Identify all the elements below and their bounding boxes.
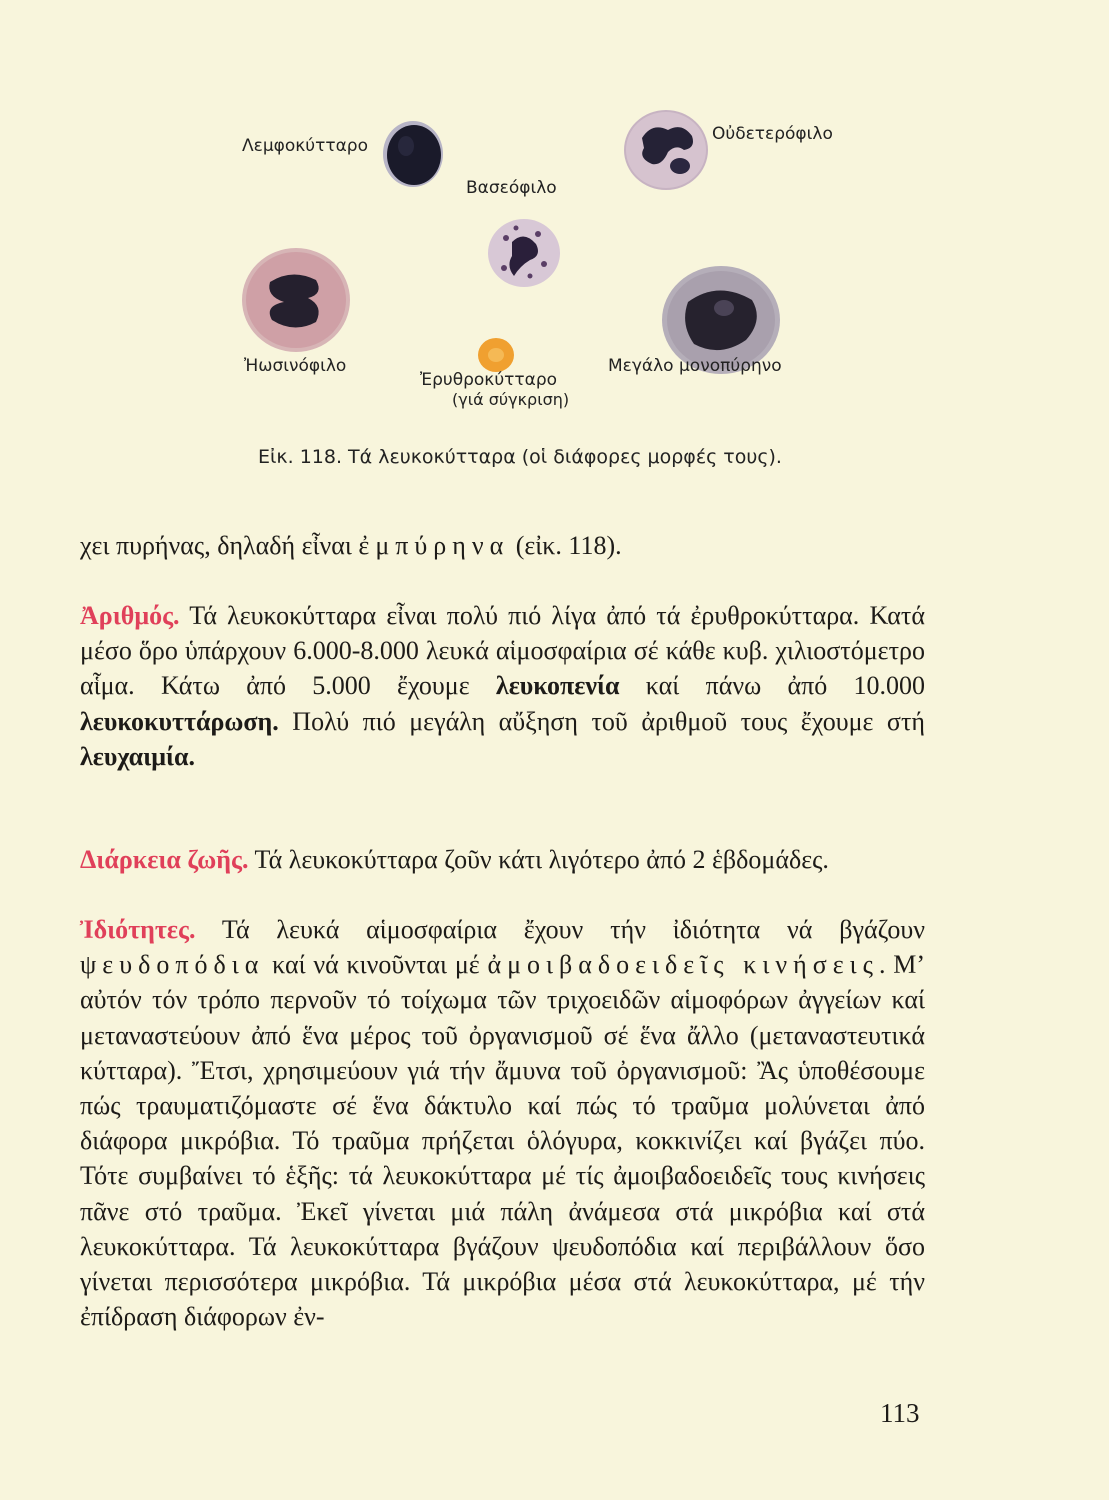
continuation-line: χει πυρήνας, δηλαδή εἶναι ἐμπύρηνα (εἰκ. 118).: [80, 531, 622, 560]
heading-number: Ἀριθμός.: [80, 601, 180, 630]
white-blood-cells-figure: [220, 90, 860, 490]
paragraph-number: Ἀριθμός. Τά λευκοκύτταρα εἶναι πολύ πιό λίγα ἀπό τά ἐρυθροκύτταρα. Κατά μέσο ὅρο ὑπάρχουν 6.000-8.000 λευκά αἱμοσφαίρια σέ κάθε κυβ. χιλιοστόμετρο αἷμα. Κάτω ἀπό 5.000 ἔχουμε λευκοπενία καί πάνω ἀπό 10.000 λευκοκυττάρωση. Πολύ πιό μεγάλη αὔξηση τοῦ ἀριθμοῦ τους ἔχουμε στή λευχαιμία.: [80, 601, 925, 771]
term-leukocytosis: λευκοκυττάρωση.: [80, 706, 279, 736]
lymphocyte-label: Λεμφοκύτταρο: [242, 136, 368, 156]
heading-lifespan: Διάρκεια ζωῆς.: [80, 845, 249, 874]
figure-caption: Εἰκ. 118. Τά λευκοκύτταρα (οἱ διάφορες μορφές τους).: [258, 446, 782, 468]
basophil-cell-image: [486, 216, 562, 290]
lymphocyte-cell-image: [380, 118, 446, 190]
heading-properties: Ἰδιότητες.: [80, 915, 196, 944]
erythrocyte-cell-image: [476, 336, 516, 374]
basophil-label: Βασεόφιλο: [466, 178, 557, 198]
neutrophil-cell-image: [622, 108, 710, 192]
monocyte-label: Μεγάλο μονοπύρηνο: [608, 356, 782, 376]
eosinophil-cell-image: [240, 246, 352, 354]
page-number: 113: [880, 1398, 920, 1428]
erythrocyte-label: Ἐρυθροκύτταρο: [420, 370, 558, 390]
emphasized-term: ἐμπύρηνα: [358, 531, 510, 560]
term-amoeboid-movements: ἀμοιβαδοειδεῖς κινήσεις: [487, 950, 879, 980]
neutrophil-label: Οὐδετερόφιλο: [712, 124, 833, 144]
term-pseudopodia: ψευδοπόδια: [80, 950, 265, 980]
term-leukemia: λευχαιμία.: [80, 741, 196, 771]
eosinophil-label: Ἠωσινόφιλο: [244, 356, 347, 376]
term-leukopenia: λευκοπενία: [495, 671, 620, 701]
paragraph-properties: Ἰδιότητες. Τά λευκά αἱμοσφαίρια ἔχουν τήν ἰδιότητα νά βγάζουν ψευδοπόδια καί νά κινοῦνται μέ ἀμοιβαδοειδεῖς κινήσεις. Μ’ αὐτόν τόν τρόπο περνοῦν τό τοίχωμα τῶν τριχοειδῶν αἱμοφόρων ἀγγείων καί μεταναστεύουν ἀπό ἕνα μέρος τοῦ ὀργανισμοῦ σέ ἕνα ἄλλο (μεταναστευτικά κύτταρα). Ἔτσι, χρησιμεύουν γιά τήν ἄμυνα τοῦ ὀργανισμοῦ: Ἂς ὑποθέσουμε πώς τραυματιζόμαστε σέ ἕνα δάκτυλο καί πώς τό τραῦμα μολύνεται ἀπό διάφορα μικρόβια. Τό τραῦμα πρήζεται ὁλόγυρα, κοκκινίζει καί βγάζει πύο. Τότε συμβαίνει τό ἑξῆς: τά λευκοκύτταρα μέ τίς ἀμοιβαδοειδεῖς τους κινήσεις πᾶνε στό τραῦμα. Ἐκεῖ γίνεται μιά πάλη ἀνάμεσα στά μικρόβια καί στά λευκοκύτταρα. Τά λευκοκύτταρα βγάζουν ψευδοπόδια καί περιβάλλουν ὅσο γίνεται περισσότερα μικρόβια. Τά μικρόβια μέσα στά λευκοκύτταρα, μέ τήν ἐπίδραση διάφορων ἐν-: [80, 915, 925, 1332]
erythrocyte-note: (γιά σύγκριση): [452, 390, 570, 409]
paragraph-lifespan: Διάρκεια ζωῆς. Τά λευκοκύτταρα ζοῦν κάτι λιγότερο ἀπό 2 ἑβδομάδες.: [80, 845, 829, 874]
